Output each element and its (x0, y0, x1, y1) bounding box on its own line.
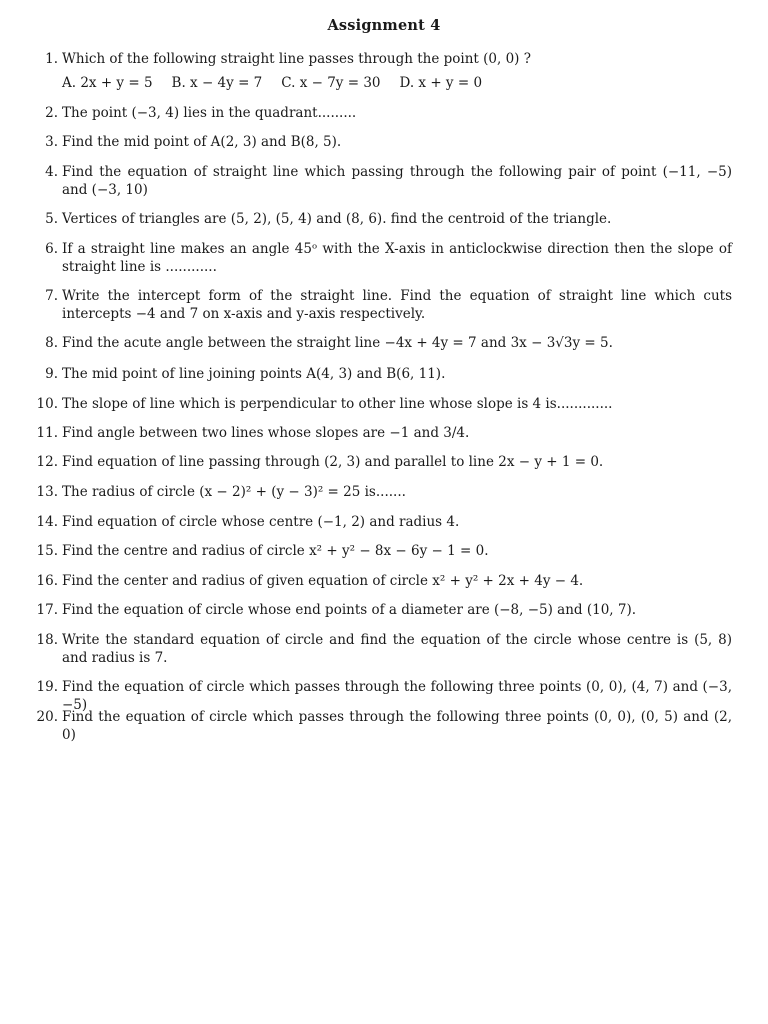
question-number: 19. (36, 679, 58, 695)
question-text: Find the mid point of A(2, 3) and B(8, 5). (62, 134, 342, 150)
question-1-options (62, 75, 482, 91)
question-text: The mid point of line joining points A(4, 3) and B(6, 11). (62, 366, 446, 382)
question-number: 2. (45, 105, 58, 121)
question-number: 6. (45, 241, 58, 257)
question-16 (36, 573, 732, 591)
question-1 (45, 51, 732, 69)
question-number: 13. (36, 484, 58, 500)
question-number: 11. (36, 425, 58, 441)
question-10 (36, 396, 732, 414)
page-title: Assignment 4 (327, 17, 441, 34)
question-text: Write the standard equation of circle and find the equation of the circle whose centre is (5, 8) and radius is 7. (62, 632, 732, 666)
question-12 (36, 454, 732, 472)
question-text: Find the centre and radius of circle x² + y² − 8x − 6y − 1 = 0. (62, 543, 489, 559)
question-number: 18. (36, 632, 58, 648)
question-text: Find the acute angle between the straight line −4x + 4y = 7 and 3x − 3√3y = 5. (62, 335, 613, 351)
question-number: 20. (36, 709, 58, 725)
question-number: 3. (45, 134, 58, 150)
question-number: 15. (36, 543, 58, 559)
question-text: Find the equation of circle whose end points of a diameter are (−8, −5) and (10, 7). (62, 602, 637, 618)
question-text: Find the center and radius of given equation of circle x² + y² + 2x + 4y − 4. (62, 573, 584, 589)
question-text: The point (−3, 4) lies in the quadrant......... (62, 105, 357, 121)
question-number: 12. (36, 454, 58, 470)
question-number: 8. (45, 335, 58, 351)
option-c: C. x − 7y = 30 (281, 75, 381, 91)
question-text: The radius of circle (x − 2)² + (y − 3)² = 25 is....... (62, 484, 406, 500)
question-17 (36, 602, 732, 620)
question-number: 10. (36, 396, 58, 412)
question-9 (45, 366, 732, 384)
question-text: Find the equation of circle which passes through the following three points (0, 0), (0, 5) and (2, 0) (62, 709, 732, 743)
question-number: 17. (36, 602, 58, 618)
question-text: Vertices of triangles are (5, 2), (5, 4) and (8, 6). find the centroid of the triangle. (62, 211, 612, 227)
question-number: 4. (45, 164, 58, 180)
question-text: The slope of line which is perpendicular to other line whose slope is 4 is............. (62, 396, 613, 412)
question-8 (45, 335, 732, 353)
question-text: Find the equation of circle which passes through the following three points (0, 0), (4, 7) and (−3, −5) (62, 679, 732, 713)
question-text: If a straight line makes an angle 45ᵒ with the X-axis in anticlockwise direction then the slope of straight line is ............ (62, 241, 732, 275)
question-11 (36, 425, 732, 443)
question-number: 9. (45, 366, 58, 382)
question-7 (45, 288, 732, 323)
question-6 (45, 241, 732, 276)
question-number: 7. (45, 288, 58, 304)
question-4 (45, 164, 732, 199)
question-14 (36, 514, 732, 532)
question-3 (45, 134, 732, 152)
question-20 (36, 709, 732, 744)
question-text: Which of the following straight line passes through the point (0, 0) ? (62, 51, 531, 67)
question-text: Find equation of circle whose centre (−1, 2) and radius 4. (62, 514, 460, 530)
question-number: 14. (36, 514, 58, 530)
question-number: 1. (45, 51, 58, 67)
option-d: D. x + y = 0 (399, 75, 483, 91)
question-number: 5. (45, 211, 58, 227)
question-text: Write the intercept form of the straight line. Find the equation of straight line which cuts intercepts −4 and 7 on x-axis and y-axis respectively. (62, 288, 732, 322)
question-text: Find equation of line passing through (2, 3) and parallel to line 2x − y + 1 = 0. (62, 454, 604, 470)
question-text: Find angle between two lines whose slopes are −1 and 3/4. (62, 425, 470, 441)
question-2 (45, 105, 732, 123)
question-15 (36, 543, 732, 561)
question-text: Find the equation of straight line which passing through the following pair of point (−11, −5) and (−3, 10) (62, 164, 732, 198)
question-5 (45, 211, 732, 229)
question-number: 16. (36, 573, 58, 589)
option-b: B. x − 4y = 7 (171, 75, 263, 91)
question-18 (36, 632, 732, 667)
option-a: A. 2x + y = 5 (62, 75, 153, 91)
question-13 (36, 484, 732, 502)
